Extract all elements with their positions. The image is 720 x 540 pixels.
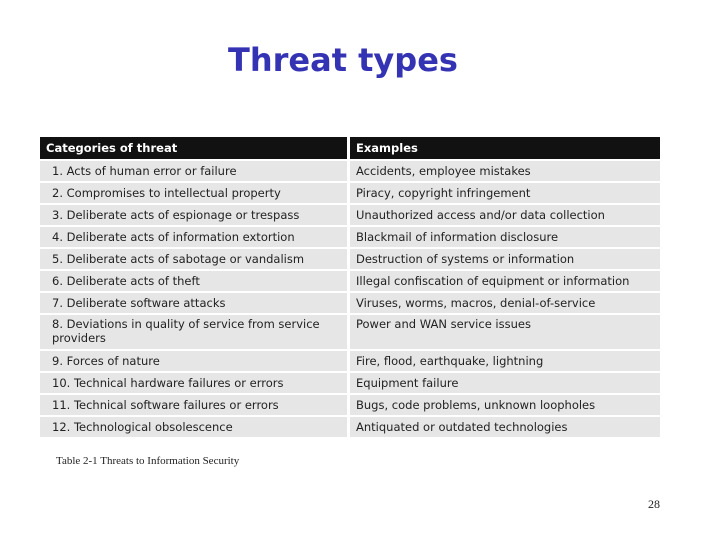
table-row bbox=[40, 415, 660, 437]
category-cell: 6. Deliberate acts of theft bbox=[40, 269, 350, 291]
table-row bbox=[40, 225, 660, 247]
table-row bbox=[40, 247, 660, 269]
table-caption: Table 2-1 Threats to Information Security bbox=[56, 455, 240, 467]
category-cell: 5. Deliberate acts of sabotage or vandalism bbox=[40, 247, 350, 269]
example-cell: Viruses, worms, macros, denial-of-service bbox=[350, 291, 660, 313]
example-cell: Bugs, code problems, unknown loopholes bbox=[350, 393, 660, 415]
header-categories: Categories of threat bbox=[40, 137, 350, 159]
category-cell: 2. Compromises to intellectual property bbox=[40, 181, 350, 203]
table-row bbox=[40, 203, 660, 225]
example-cell: Piracy, copyright infringement bbox=[350, 181, 660, 203]
category-cell: 8. Deviations in quality of service from service providers bbox=[40, 313, 350, 349]
example-cell: Power and WAN service issues bbox=[350, 313, 660, 349]
example-cell: Antiquated or outdated technologies bbox=[350, 415, 660, 437]
table-row bbox=[40, 291, 660, 313]
category-cell: 10. Technical hardware failures or errors bbox=[40, 371, 350, 393]
table-row bbox=[40, 371, 660, 393]
example-cell: Illegal confiscation of equipment or information bbox=[350, 269, 660, 291]
category-cell: 11. Technical software failures or errors bbox=[40, 393, 350, 415]
page-number: 28 bbox=[648, 497, 660, 511]
table-row bbox=[40, 159, 660, 181]
header-examples: Examples bbox=[350, 137, 660, 159]
threats-table bbox=[40, 137, 660, 437]
slide-title: Threat types bbox=[228, 41, 458, 79]
table-row bbox=[40, 181, 660, 203]
category-cell: 9. Forces of nature bbox=[40, 349, 350, 371]
example-cell: Fire, flood, earthquake, lightning bbox=[350, 349, 660, 371]
example-cell: Equipment failure bbox=[350, 371, 660, 393]
category-cell: 7. Deliberate software attacks bbox=[40, 291, 350, 313]
category-cell: 12. Technological obsolescence bbox=[40, 415, 350, 437]
category-cell: 4. Deliberate acts of information extortion bbox=[40, 225, 350, 247]
table-header-row bbox=[40, 137, 660, 159]
example-cell: Accidents, employee mistakes bbox=[350, 159, 660, 181]
table-row bbox=[40, 313, 660, 349]
category-cell: 3. Deliberate acts of espionage or trespass bbox=[40, 203, 350, 225]
example-cell: Unauthorized access and/or data collection bbox=[350, 203, 660, 225]
table-row bbox=[40, 393, 660, 415]
table-row bbox=[40, 269, 660, 291]
category-cell: 1. Acts of human error or failure bbox=[40, 159, 350, 181]
table-row bbox=[40, 349, 660, 371]
example-cell: Destruction of systems or information bbox=[350, 247, 660, 269]
example-cell: Blackmail of information disclosure bbox=[350, 225, 660, 247]
